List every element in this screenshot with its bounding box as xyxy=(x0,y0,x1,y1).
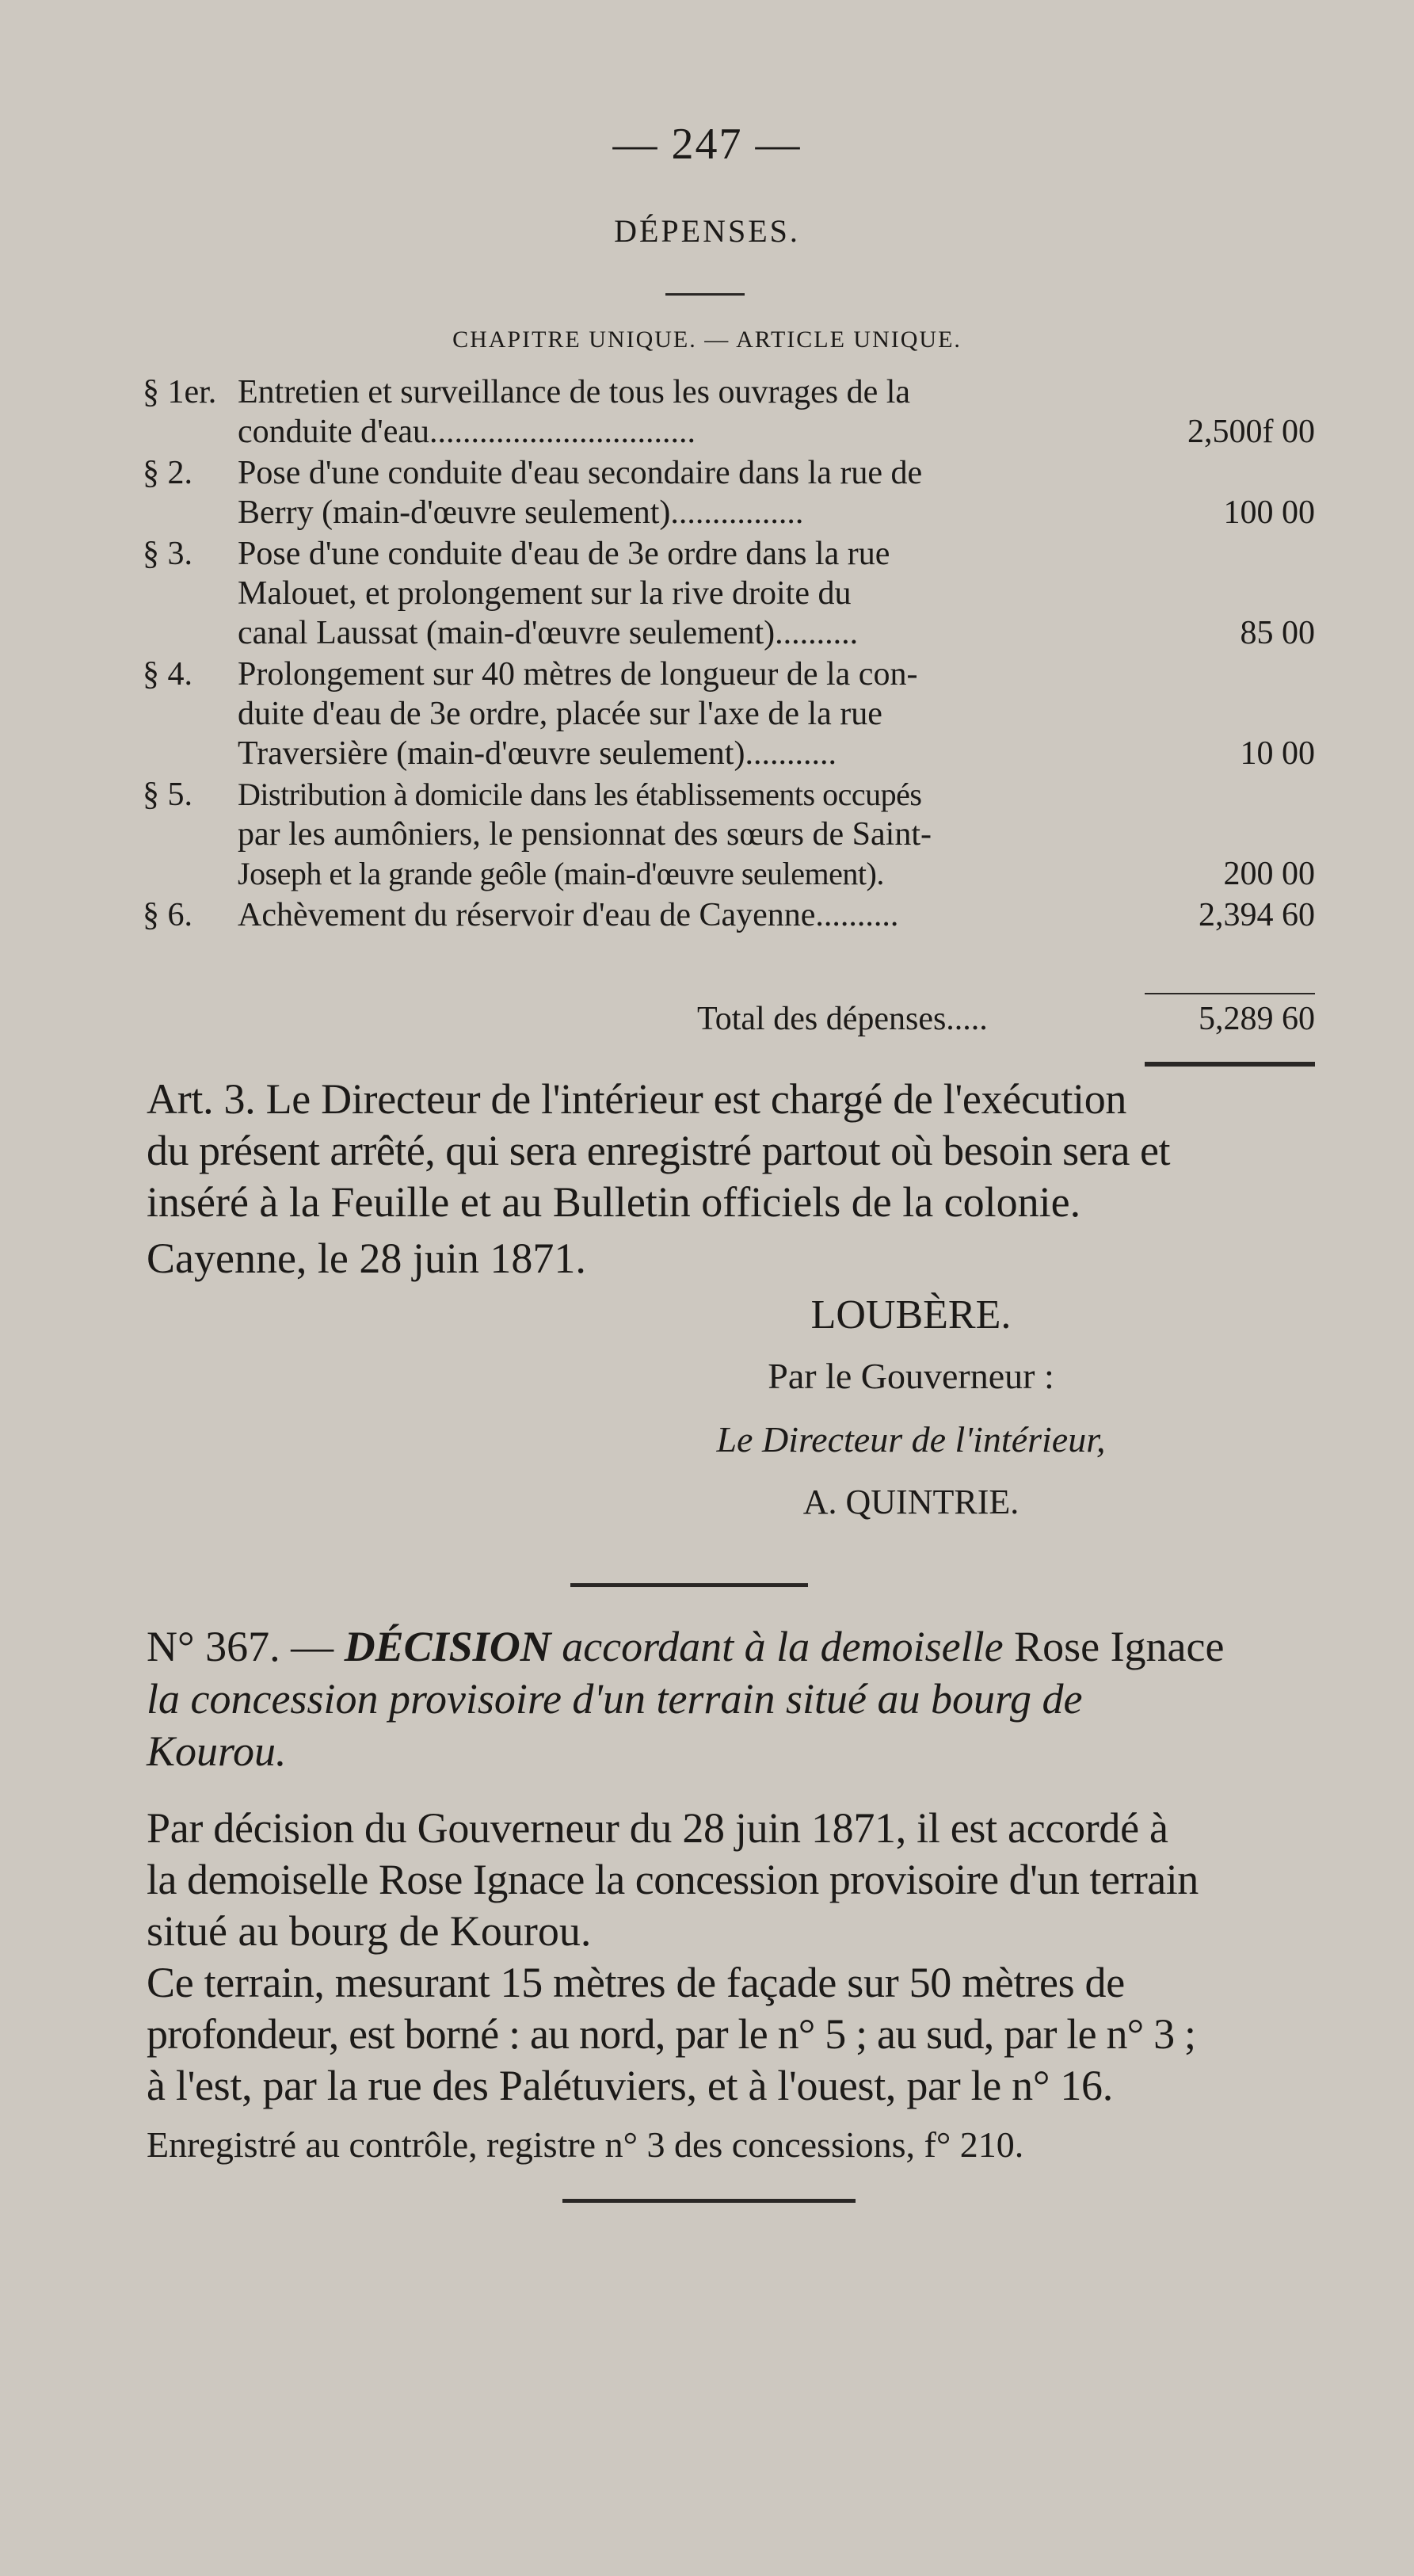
entry-text: canal Laussat (main-d'œuvre seulement).......... xyxy=(238,615,859,651)
total-rule xyxy=(1145,993,1315,994)
title-rule xyxy=(665,293,745,296)
entry-text: Pose d'une conduite d'eau de 3e ordre dans la rue xyxy=(238,536,890,572)
entry-amount: 100 00 xyxy=(1223,494,1315,531)
paragraph-line: profondeur, est borné : au nord, par le n° 5 ; au sud, par le n° 3 ; xyxy=(147,2010,1196,2058)
total-amount: 5,289 60 xyxy=(1199,1001,1315,1037)
expense-entry xyxy=(143,775,1315,894)
signature-role: Le Directeur de l'intérieur, xyxy=(716,1419,1106,1460)
entry-number: § 2. xyxy=(143,455,192,491)
entry-text: Traversière (main-d'œuvre seulement)........... xyxy=(238,735,837,772)
signature-by: Par le Gouverneur : xyxy=(768,1356,1054,1396)
entry-text: Entretien et surveillance de tous les ouvrages de la xyxy=(238,374,911,410)
entry-text: Joseph et la grande geôle (main-d'œuvre seulement). xyxy=(238,856,884,891)
total-double-rule xyxy=(1145,1062,1315,1067)
decision-title-line: Kourou. xyxy=(147,1727,287,1775)
entry-amount: 10 00 xyxy=(1240,735,1315,772)
place-date: Cayenne, le 28 juin 1871. xyxy=(147,1235,586,1282)
decision-number: N° 367. — xyxy=(147,1623,334,1670)
paragraph-line: la demoiselle Rose Ignace la concession provisoire d'un terrain xyxy=(147,1856,1199,1903)
expense-entry xyxy=(143,534,1315,653)
entry-text: duite d'eau de 3e ordre, placée sur l'axe de la rue xyxy=(238,696,882,732)
paragraph-line: à l'est, par la rue des Palétuviers, et à l'ouest, par le n° 16. xyxy=(147,2062,1113,2109)
decision-beneficiary: Rose Ignace xyxy=(1014,1623,1225,1670)
entry-text: Pose d'une conduite d'eau secondaire dans la rue de xyxy=(238,455,923,491)
page-number: — 247 — xyxy=(612,120,802,169)
entry-amount: 85 00 xyxy=(1240,615,1315,651)
decision-paragraph xyxy=(147,1803,1319,2112)
entry-text: Malouet, et prolongement sur la rive droite du xyxy=(238,575,852,612)
entry-text: Berry (main-d'œuvre seulement)................ xyxy=(238,494,804,531)
decision-title-line: la concession provisoire d'un terrain situé au bourg de xyxy=(147,1675,1083,1723)
entry-amount: 200 00 xyxy=(1223,856,1315,892)
section-title: DÉPENSES. xyxy=(614,213,800,249)
entry-number: § 1er. xyxy=(143,374,217,410)
article-line: du présent arrêté, qui sera enregistré partout où besoin sera et xyxy=(147,1127,1170,1174)
entry-number: § 3. xyxy=(143,536,192,572)
paragraph-line: situé au bourg de Kourou. xyxy=(147,1907,592,1955)
paragraph-line: Ce terrain, mesurant 15 mètres de façade sur 50 mètres de xyxy=(147,1959,1125,2006)
section-divider xyxy=(570,1583,808,1587)
entry-amount: 2,500f 00 xyxy=(1187,414,1315,450)
expense-entry xyxy=(143,895,1315,935)
total-label: Total des dépenses..... xyxy=(697,1001,988,1037)
entry-number: § 5. xyxy=(143,777,192,813)
entry-amount: 2,394 60 xyxy=(1199,897,1315,933)
closing-divider xyxy=(562,2199,856,2203)
registration-note: Enregistré au contrôle, registre n° 3 des concessions, f° 210. xyxy=(147,2124,1024,2165)
decision-heading xyxy=(147,1620,1319,1777)
expense-entry xyxy=(143,372,1315,452)
decision-keyword: DÉCISION xyxy=(344,1623,551,1670)
entry-text: par les aumôniers, le pensionnat des sœurs de Saint- xyxy=(238,816,932,853)
entry-text: conduite d'eau................................ xyxy=(238,414,696,450)
decision-title: accordant à la demoiselle xyxy=(562,1623,1004,1670)
entry-text: Distribution à domicile dans les établissements occupés xyxy=(238,777,922,812)
signature-name: LOUBÈRE. xyxy=(810,1292,1012,1338)
entry-text: Prolongement sur 40 mètres de longueur de la con- xyxy=(238,656,918,693)
expense-entry xyxy=(143,654,1315,773)
entry-number: § 6. xyxy=(143,897,192,933)
article-line: inséré à la Feuille et au Bulletin officiels de la colonie. xyxy=(147,1178,1081,1226)
entry-text: Achèvement du réservoir d'eau de Cayenne.......... xyxy=(238,897,899,933)
article-paragraph xyxy=(147,1074,1319,1284)
entry-number: § 4. xyxy=(143,656,192,693)
chapter-heading: CHAPITRE UNIQUE. — ARTICLE UNIQUE. xyxy=(452,326,962,353)
article-line: Art. 3. Le Directeur de l'intérieur est chargé de l'exécution xyxy=(147,1075,1127,1123)
expense-entry xyxy=(143,453,1315,532)
signature-signer: A. QUINTRIE. xyxy=(802,1483,1020,1521)
expense-list xyxy=(143,372,1315,937)
paragraph-line: Par décision du Gouverneur du 28 juin 1871, il est accordé à xyxy=(147,1804,1168,1852)
